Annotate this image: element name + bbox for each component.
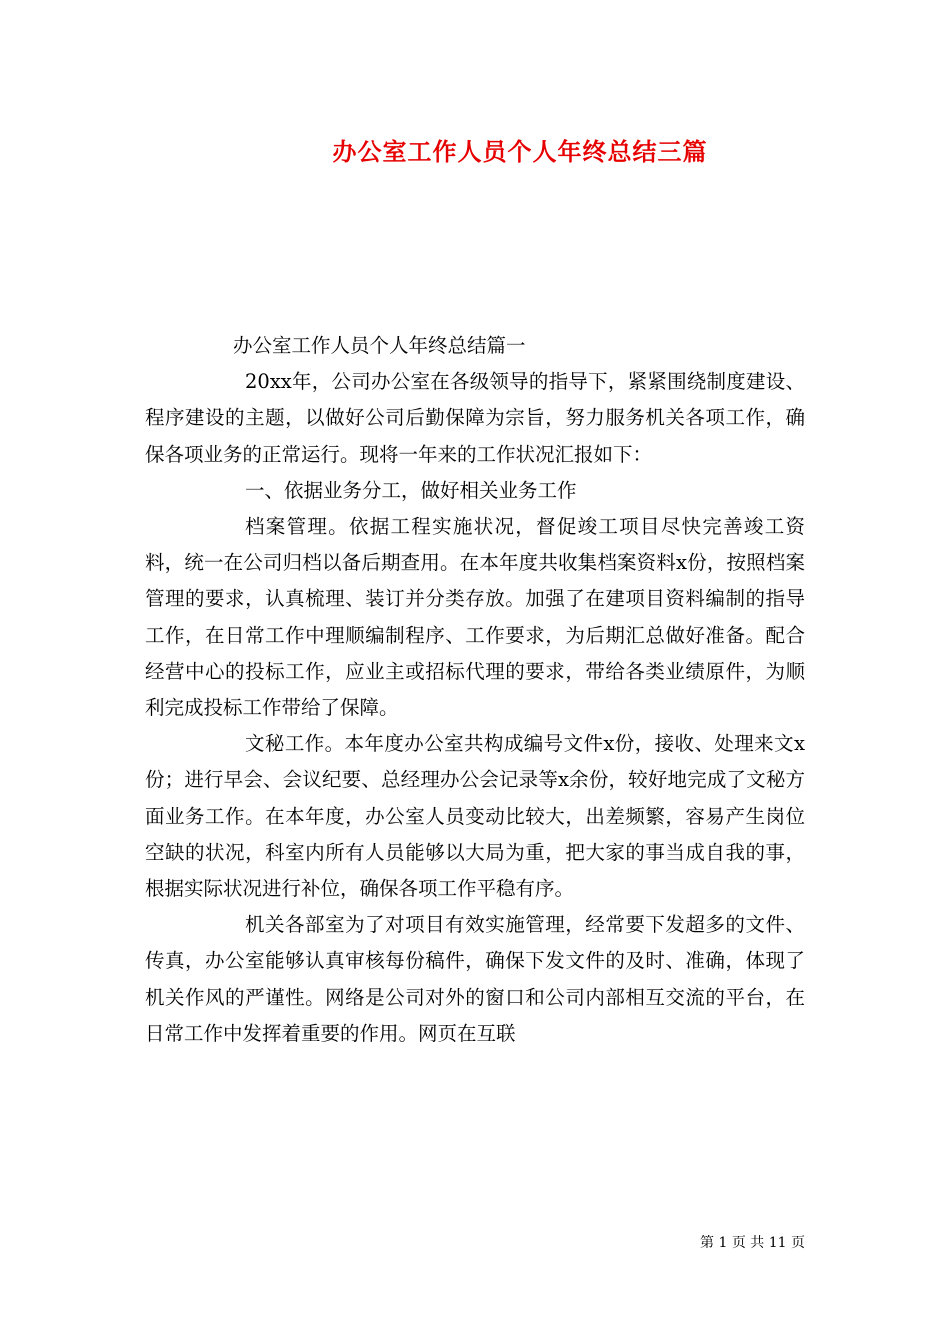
document-body [145, 328, 805, 1052]
paragraph-intro: 20xx年，公司办公室在各级领导的指导下，紧紧围绕制度建设、程序建设的主题，以做好公司后勤保障为宗旨，努力服务机关各项工作，确保各项业务的正常运行。现将一年来的工作状况汇报如下： [145, 370, 805, 466]
document-title: 办公室工作人员个人年终总结三篇 [332, 137, 708, 166]
page-footer: 第 1 页 共 11 页 [700, 1235, 805, 1251]
paragraph-secretarial: 文秘工作。本年度办公室共构成编号文件x份，接收、处理来文x份；进行早会、会议纪要、总经理办公会记录等x余份，较好地完成了文秘方面业务工作。在本年度，办公室人员变动比较大，出差频繁，容易产生岗位空缺的状况，科室内所有人员能够以大局为重，把大家的事当成自我的事，根据实际状况进行补位，确保各项工作平稳有序。 [145, 732, 805, 901]
subheading-business: 一、依据业务分工，做好相关业务工作 [245, 478, 577, 502]
paragraph-archives: 档案管理。依据工程实施状况，督促竣工项目尽快完善竣工资料，统一在公司归档以备后期查用。在本年度共收集档案资料x份，按照档案管理的要求，认真梳理、装订并分类存放。加强了在建项目资料编制的指导工作，在日常工作中理顺编制程序、工作要求，为后期汇总做好准备。配合经营中心的投标工作，应业主或招标代理的要求，带给各类业绩原件，为顺利完成投标工作带给了保障。 [145, 515, 805, 720]
section-heading: 办公室工作人员个人年终总结篇一 [233, 334, 526, 357]
paragraph-documents: 机关各部室为了对项目有效实施管理，经常要下发超多的文件、传真，办公室能够认真审核每份稿件，确保下发文件的及时、准确，体现了机关作风的严谨性。网络是公司对外的窗口和公司内部相互交流的平台，在日常工作中发挥着重要的作用。网页在互联 [145, 913, 805, 1045]
